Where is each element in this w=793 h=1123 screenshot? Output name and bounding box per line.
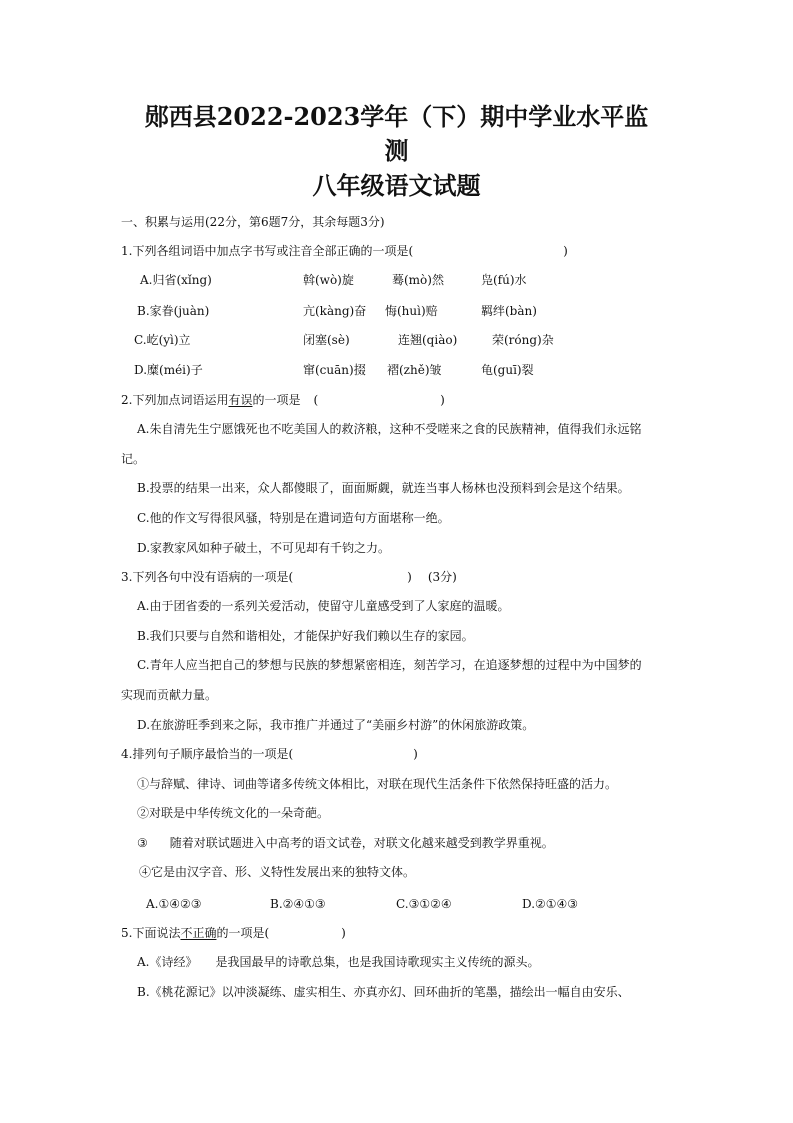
bracket-close: ) (563, 244, 568, 258)
question-4-stem (121, 746, 418, 762)
section-heading: 一、积累与运用(22分，第6题7分，其余每题3分) (121, 215, 385, 229)
q4-option-c: C.③①②④ (396, 897, 452, 911)
question-2-underlined: 有误 (228, 393, 253, 407)
q5-option-a-pre: A.《诗经》 (137, 955, 198, 969)
q1-option-a-word-4: 凫(fú)水 (481, 273, 527, 287)
q2-option-a-line-2: 记。 (121, 452, 146, 466)
bracket-close: ) (341, 926, 346, 940)
q1-option-b-word-3: 悔(huì)赔 (385, 304, 438, 318)
q3-option-d: D.在旅游旺季到来之际，我市推广并通过了“美丽乡村游”的休闲旅游政策。 (137, 718, 535, 732)
question-4-text: 4.排列句子顺序最恰当的一项是( (121, 747, 294, 761)
q5-option-b: B.《桃花源记》以冲淡凝练、虚实相生、亦真亦幻、回环曲折的笔墨，描绘出一幅自由安乐、 (137, 985, 630, 999)
q4-sentence-3-text: 随着对联试题进入中高考的语文试卷，对联文化越来越受到教学界重视。 (169, 836, 554, 850)
question-1-text: 1.下列各组词语中加点字书写或注音全部正确的一项是( (121, 244, 414, 258)
q2-option-b: B.投票的结果一出来，众人都傻眼了，面面厮觑，就连当事人杨林也没预料到会是这个结果。 (137, 481, 630, 495)
q1-option-d-word-3: 褶(zhě)皱 (387, 363, 442, 377)
q2-option-d: D.家教家风如种子破土，不可见却有千钧之力。 (137, 541, 391, 555)
bracket-close: ) (413, 747, 418, 761)
q4-option-d: D.②①④③ (522, 897, 579, 911)
q4-sentence-2: ②对联是中华传统文化的一朵奇葩。 (137, 806, 330, 820)
question-3-text: 3.下列各句中没有语病的一项是( (121, 570, 294, 584)
question-2-stem (121, 392, 445, 408)
question-5-underlined: 不正确 (180, 926, 217, 940)
q3-option-a: A.由于团省委的一系列关爱活动，使留守儿童感受到了人家庭的温暖。 (137, 599, 510, 613)
q4-sentence-3-number: ③ (137, 836, 148, 850)
q1-option-d: D.糜(méi)子 (134, 363, 203, 377)
q3-option-b: B.我们只要与自然和谐相处，才能保护好我们赖以生存的家园。 (137, 629, 474, 643)
q3-option-c-line-1: C.青年人应当把自己的梦想与民族的梦想紧密相连，刻苦学习，在追逐梦想的过程中为中国梦的 (137, 658, 642, 672)
question-5-text-pre: 5.下面说法 (121, 926, 181, 940)
q1-option-c-word-4: 荣(róng)杂 (492, 333, 554, 347)
question-5-stem (121, 925, 346, 941)
q4-sentence-3 (137, 835, 554, 851)
question-1-stem (121, 243, 568, 259)
q1-option-c-word-3: 连翘(qiào) (398, 333, 458, 347)
question-5-text-post: 的一项是( (216, 926, 270, 940)
bracket-close: ) (407, 570, 412, 584)
q4-option-a: A.①④②③ (146, 897, 202, 911)
bracket-close: ) (440, 393, 445, 407)
q1-option-c-word-2: 闭塞(sè) (303, 333, 350, 347)
q4-option-b: B.②④①③ (270, 897, 326, 911)
q2-option-a-line-1: A.朱自清先生宁愿饿死也不吃美国人的救济粮，这种不受嗟来之食的民族精神，值得我们永远铭 (137, 422, 642, 436)
bracket-open: ( (313, 393, 319, 407)
exam-title-line-1: 郧西县2022-2023学年（下）期中学业水平监 (144, 102, 649, 131)
question-3-score: (3分) (427, 570, 457, 584)
q5-option-a-post: 是我国最早的诗歌总集，也是我国诗歌现实主义传统的源头。 (215, 955, 540, 969)
q1-option-b-word-2: 亢(kàng)奋 (303, 304, 367, 318)
q1-option-a: A.归省(xǐng) (140, 273, 212, 287)
question-2-text-post: 的一项是 (252, 393, 301, 407)
q4-sentence-4: ④它是由汉字音、形、义特性发展出来的独特文体。 (139, 865, 416, 879)
q5-option-a (137, 954, 540, 970)
q1-option-a-word-2: 斡(wò)旋 (303, 273, 354, 287)
q1-option-d-word-2: 窜(cuān)掇 (303, 363, 366, 377)
exam-subtitle: 八年级语文试题 (312, 171, 481, 200)
q2-option-c: C.他的作文写得很风骚，特别是在遣词造句方面堪称一绝。 (137, 511, 450, 525)
q4-sentence-1: ①与辞赋、律诗、词曲等诸多传统文体相比，对联在现代生活条件下依然保持旺盛的活力。 (137, 777, 618, 791)
q1-option-a-word-3: 蓦(mò)然 (392, 273, 444, 287)
q1-option-c: C.屹(yì)立 (134, 333, 191, 347)
question-3-stem (121, 569, 457, 585)
q1-option-b: B.家眷(juàn) (137, 304, 210, 318)
q3-option-c-line-2: 实现而贡献力量。 (121, 688, 218, 702)
exam-title-line-2: 测 (384, 136, 409, 165)
q1-option-d-word-4: 龟(guī)裂 (481, 363, 534, 377)
question-2-text-pre: 2.下列加点词语运用 (121, 393, 229, 407)
q1-option-b-word-4: 羁绊(bàn) (481, 304, 537, 318)
